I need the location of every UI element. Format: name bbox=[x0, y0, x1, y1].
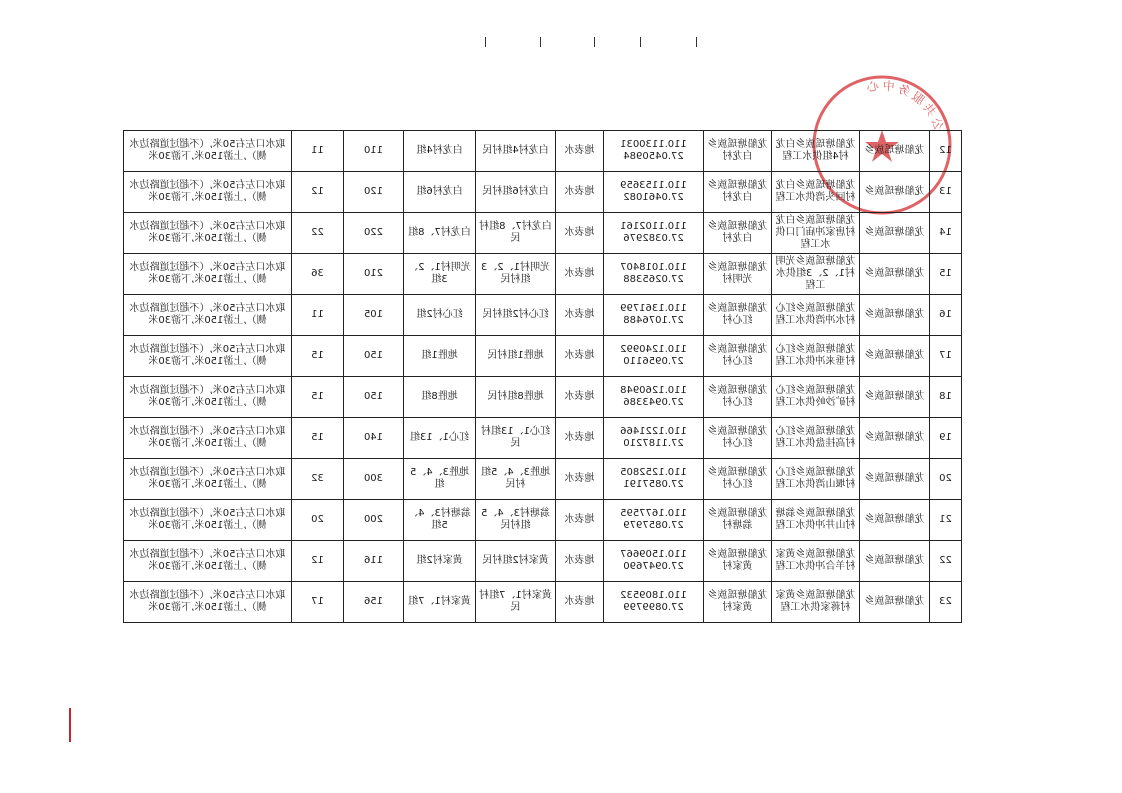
cell-people: 300 bbox=[344, 459, 404, 500]
cell-project: 龙船塘瑶族乡红心村矿沙岭供水工程 bbox=[772, 377, 860, 418]
cell-no: 20 bbox=[930, 459, 962, 500]
cell-no: 19 bbox=[930, 418, 962, 459]
cell-people: 150 bbox=[344, 336, 404, 377]
cell-town: 龙船塘瑶族乡 bbox=[860, 131, 930, 172]
cell-village: 龙船塘瑶族乡白龙村 bbox=[704, 172, 772, 213]
cell-households: 15 bbox=[292, 336, 344, 377]
cell-note: 取水口左右50米,（不超过道路边水侧）,上游150米,下游30米 bbox=[124, 500, 292, 541]
cell-households: 15 bbox=[292, 418, 344, 459]
cell-no: 12 bbox=[930, 131, 962, 172]
cell-note: 取水口左右50米,（不超过道路边水侧）,上游150米,下游30米 bbox=[124, 295, 292, 336]
cell-people: 200 bbox=[344, 500, 404, 541]
cell-served: 白龙村6组村民 bbox=[476, 172, 556, 213]
cell-note: 取水口左右50米,（不超过道路边水侧）,上游150米,下游30米 bbox=[124, 131, 292, 172]
cell-source: 地表水 bbox=[556, 254, 604, 295]
cell-note: 取水口左右50米,（不超过道路边水侧）,上游150米,下游30米 bbox=[124, 459, 292, 500]
cell-households: 15 bbox=[292, 377, 344, 418]
cell-town: 龙船塘瑶族乡 bbox=[860, 172, 930, 213]
cell-source: 地表水 bbox=[556, 418, 604, 459]
table-row bbox=[124, 541, 962, 582]
cell-coords: 110.1130031 27.0450984 bbox=[604, 131, 704, 172]
cell-village: 龙船塘瑶族乡黄家村 bbox=[704, 582, 772, 623]
cell-source: 地表水 bbox=[556, 582, 604, 623]
table-row bbox=[124, 336, 962, 377]
cell-no: 21 bbox=[930, 500, 962, 541]
cell-town: 龙船塘瑶族乡 bbox=[860, 418, 930, 459]
cell-village: 龙船塘瑶族乡红心村 bbox=[704, 459, 772, 500]
cell-village: 龙船塘瑶族乡白龙村 bbox=[704, 213, 772, 254]
cell-households: 32 bbox=[292, 459, 344, 500]
cell-served: 地胜8组村民 bbox=[476, 377, 556, 418]
cell-village: 龙船塘瑶族乡光明村 bbox=[704, 254, 772, 295]
cell-served: 地胜3、4、5组村民 bbox=[476, 459, 556, 500]
cell-no: 16 bbox=[930, 295, 962, 336]
cell-group: 白龙村4组 bbox=[404, 131, 476, 172]
cell-people: 140 bbox=[344, 418, 404, 459]
cell-households: 36 bbox=[292, 254, 344, 295]
cell-people: 110 bbox=[344, 131, 404, 172]
cell-households: 11 bbox=[292, 131, 344, 172]
cell-source: 地表水 bbox=[556, 213, 604, 254]
cell-people: 105 bbox=[344, 295, 404, 336]
cell-group: 红心1、13组 bbox=[404, 418, 476, 459]
cell-households: 22 bbox=[292, 213, 344, 254]
cell-project: 龙船塘瑶族乡红心村垂来冲供水工程 bbox=[772, 336, 860, 377]
cell-no: 22 bbox=[930, 541, 962, 582]
cell-no: 15 bbox=[930, 254, 962, 295]
cell-project: 龙船塘瑶族乡白龙村回头湾供水工程 bbox=[772, 172, 860, 213]
table-row bbox=[124, 131, 962, 172]
cell-town: 龙船塘瑶族乡 bbox=[860, 582, 930, 623]
cell-coords: 110.1252805 27.0857191 bbox=[604, 459, 704, 500]
cell-served: 黄家村1、7组村民 bbox=[476, 582, 556, 623]
table-row bbox=[124, 418, 962, 459]
cell-town: 龙船塘瑶族乡 bbox=[860, 336, 930, 377]
cell-source: 地表水 bbox=[556, 336, 604, 377]
cell-served: 地胜1组村民 bbox=[476, 336, 556, 377]
cell-no: 18 bbox=[930, 377, 962, 418]
top-tick-mark bbox=[540, 37, 541, 47]
cell-coords: 110.1509667 27.0947690 bbox=[604, 541, 704, 582]
top-tick-mark bbox=[696, 37, 697, 47]
cell-coords: 110.1361799 27.1076488 bbox=[604, 295, 704, 336]
margin-red-mark bbox=[69, 708, 71, 742]
cell-note: 取水口左右50米,（不超过道路边水侧）,上游150米,下游30米 bbox=[124, 172, 292, 213]
cell-note: 取水口左右50米,（不超过道路边水侧）,上游150米,下游30米 bbox=[124, 254, 292, 295]
cell-note: 取水口左右50米,（不超过道路边水侧）,上游150米,下游30米 bbox=[124, 418, 292, 459]
table-row bbox=[124, 254, 962, 295]
cell-source: 地表水 bbox=[556, 500, 604, 541]
cell-town: 龙船塘瑶族乡 bbox=[860, 500, 930, 541]
cell-note: 取水口左右50米,（不超过道路边水侧）,上游150米,下游30米 bbox=[124, 541, 292, 582]
cell-project: 龙船塘瑶族乡白龙村唐家冲庙门口供水工程 bbox=[772, 213, 860, 254]
cell-village: 龙船塘瑶族乡红心村 bbox=[704, 295, 772, 336]
cell-group: 地胜8组 bbox=[404, 377, 476, 418]
cell-coords: 110.1260948 27.0943386 bbox=[604, 377, 704, 418]
cell-served: 翁塘村3、4、5组村民 bbox=[476, 500, 556, 541]
cell-note: 取水口左右50米,（不超过道路边水侧）,上游150米,下游30米 bbox=[124, 213, 292, 254]
cell-village: 龙船塘瑶族乡白龙村 bbox=[704, 131, 772, 172]
cell-source: 地表水 bbox=[556, 541, 604, 582]
table-row bbox=[124, 582, 962, 623]
cell-town: 龙船塘瑶族乡 bbox=[860, 213, 930, 254]
cell-no: 23 bbox=[930, 582, 962, 623]
cell-village: 龙船塘瑶族乡红心村 bbox=[704, 418, 772, 459]
cell-source: 地表水 bbox=[556, 295, 604, 336]
cell-project: 龙船塘瑶族乡光明村1、2、3组供水工程 bbox=[772, 254, 860, 295]
cell-households: 11 bbox=[292, 295, 344, 336]
cell-people: 210 bbox=[344, 254, 404, 295]
cell-group: 红心村2组 bbox=[404, 295, 476, 336]
cell-project: 龙船塘瑶族乡红心村水冲湾供水工程 bbox=[772, 295, 860, 336]
cell-project: 龙船塘瑶族乡翁塘村山井冲供水工程 bbox=[772, 500, 860, 541]
cell-households: 12 bbox=[292, 172, 344, 213]
cell-group: 地胜1组 bbox=[404, 336, 476, 377]
cell-no: 13 bbox=[930, 172, 962, 213]
cell-group: 黄家村2组 bbox=[404, 541, 476, 582]
cell-coords: 110.1677595 27.0857979 bbox=[604, 500, 704, 541]
cell-town: 龙船塘瑶族乡 bbox=[860, 541, 930, 582]
cell-note: 取水口左右50米,（不超过道路边水侧）,上游150米,下游30米 bbox=[124, 336, 292, 377]
cell-people: 116 bbox=[344, 541, 404, 582]
cell-project: 龙船塘瑶族乡红心村高挂盘供水工程 bbox=[772, 418, 860, 459]
cell-coords: 110.1018407 27.0265388 bbox=[604, 254, 704, 295]
cell-households: 17 bbox=[292, 582, 344, 623]
cell-coords: 110.1102161 27.0382976 bbox=[604, 213, 704, 254]
cell-town: 龙船塘瑶族乡 bbox=[860, 459, 930, 500]
water-supply-project-table bbox=[123, 130, 962, 623]
cell-served: 光明村1、2、3组村民 bbox=[476, 254, 556, 295]
cell-source: 地表水 bbox=[556, 172, 604, 213]
cell-project: 龙船塘瑶族乡黄家村蒋家供水工程 bbox=[772, 582, 860, 623]
cell-group: 黄家村1、7组 bbox=[404, 582, 476, 623]
cell-village: 龙船塘瑶族乡红心村 bbox=[704, 336, 772, 377]
cell-people: 156 bbox=[344, 582, 404, 623]
cell-served: 白龙村4组村民 bbox=[476, 131, 556, 172]
cell-project: 龙船塘瑶族乡红心村堰山湾供水工程 bbox=[772, 459, 860, 500]
cell-source: 地表水 bbox=[556, 459, 604, 500]
cell-town: 龙船塘瑶族乡 bbox=[860, 295, 930, 336]
cell-project: 龙船塘瑶族乡白龙村4组供水工程 bbox=[772, 131, 860, 172]
cell-note: 取水口左右50米,（不超过道路边水侧）,上游150米,下游30米 bbox=[124, 377, 292, 418]
cell-coords: 110.1809532 27.0899799 bbox=[604, 582, 704, 623]
cell-note: 取水口左右50米,（不超过道路边水侧）,上游150米,下游30米 bbox=[124, 582, 292, 623]
top-tick-mark bbox=[594, 37, 595, 47]
cell-group: 翁塘村3、4、5组 bbox=[404, 500, 476, 541]
table-row bbox=[124, 500, 962, 541]
cell-town: 龙船塘瑶族乡 bbox=[860, 254, 930, 295]
cell-coords: 110.1240992 27.0956110 bbox=[604, 336, 704, 377]
cell-village: 龙船塘瑶族乡红心村 bbox=[704, 377, 772, 418]
cell-served: 白龙村7、8组村民 bbox=[476, 213, 556, 254]
top-tick-mark bbox=[485, 37, 486, 47]
cell-source: 地表水 bbox=[556, 131, 604, 172]
cell-project: 龙船塘瑶族乡黄家村羊合冲供水工程 bbox=[772, 541, 860, 582]
cell-households: 20 bbox=[292, 500, 344, 541]
table-row bbox=[124, 377, 962, 418]
cell-source: 地表水 bbox=[556, 377, 604, 418]
cell-group: 地胜3、4、5组 bbox=[404, 459, 476, 500]
cell-served: 红心1、13组村民 bbox=[476, 418, 556, 459]
cell-people: 150 bbox=[344, 377, 404, 418]
cell-group: 光明村1、2、3组 bbox=[404, 254, 476, 295]
table-row bbox=[124, 213, 962, 254]
cell-coords: 110.1221466 27.1187210 bbox=[604, 418, 704, 459]
cell-served: 红心村2组村民 bbox=[476, 295, 556, 336]
cell-group: 白龙村6组 bbox=[404, 172, 476, 213]
top-tick-mark bbox=[640, 37, 641, 47]
table-row bbox=[124, 172, 962, 213]
cell-people: 120 bbox=[344, 172, 404, 213]
cell-group: 白龙村7、8组 bbox=[404, 213, 476, 254]
table-row bbox=[124, 295, 962, 336]
cell-households: 12 bbox=[292, 541, 344, 582]
cell-town: 龙船塘瑶族乡 bbox=[860, 377, 930, 418]
cell-no: 14 bbox=[930, 213, 962, 254]
svg-text:公共服务中心: 公共服务中心 bbox=[862, 78, 946, 133]
cell-no: 17 bbox=[930, 336, 962, 377]
cell-served: 黄家村2组村民 bbox=[476, 541, 556, 582]
cell-village: 龙船塘瑶族乡翁塘村 bbox=[704, 500, 772, 541]
table-row bbox=[124, 459, 962, 500]
cell-village: 龙船塘瑶族乡黄家村 bbox=[704, 541, 772, 582]
cell-coords: 110.1153659 27.0461082 bbox=[604, 172, 704, 213]
cell-people: 220 bbox=[344, 213, 404, 254]
